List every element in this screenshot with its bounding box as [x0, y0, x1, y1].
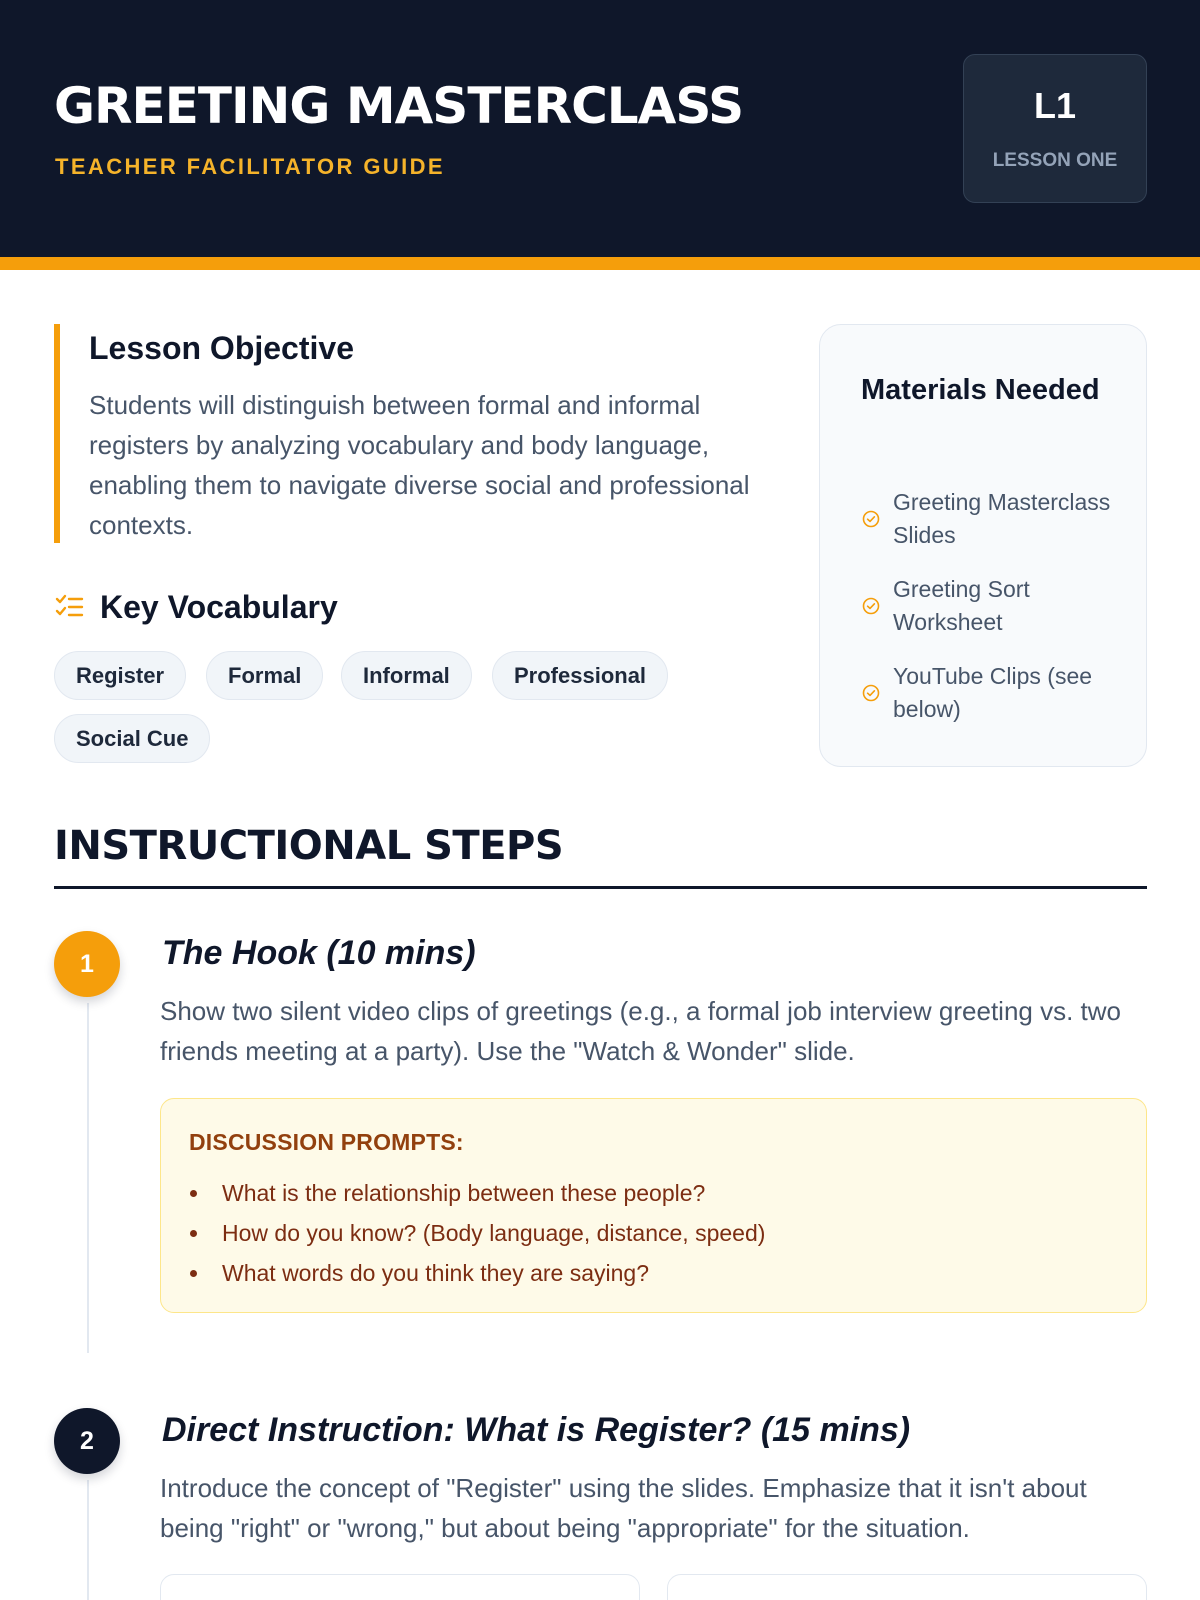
vocab-chip-social-cue: Social Cue [54, 714, 210, 763]
discussion-prompts-box [160, 1098, 1147, 1313]
material-item [861, 573, 1121, 639]
check-circle-icon [861, 683, 881, 703]
step-timeline-line [87, 1480, 89, 1600]
page-title: GREETING MASTERCLASS [54, 77, 744, 135]
page-subtitle: TEACHER FACILITATOR GUIDE [55, 154, 445, 179]
register-card-right [667, 1574, 1147, 1600]
vocabulary-header [54, 585, 338, 629]
steps-heading: INSTRUCTIONAL STEPS [54, 823, 564, 869]
lesson-badge [963, 54, 1147, 203]
prompt-item: What words do you think they are saying? [189, 1253, 765, 1293]
steps-divider [54, 886, 1147, 889]
prompt-item: What is the relationship between these people? [189, 1173, 765, 1213]
step-title: Direct Instruction: What is Register? (15 mins) [162, 1411, 911, 1449]
step-description: Show two silent video clips of greetings (e.g., a formal job interview greeting vs. two friends meeting at a party). Use the "Watch & Wonder" slide. [160, 996, 1122, 1066]
step-number-badge: 2 [54, 1408, 120, 1474]
step-description: Introduce the concept of "Register" using the slides. Emphasize that it isn't about being "right" or "wrong," but about being "appropriate" for the situation. [160, 1473, 1087, 1543]
material-label: Greeting Masterclass Slides [893, 489, 1111, 548]
vocabulary-heading: Key Vocabulary [100, 588, 338, 625]
materials-heading: Materials Needed [861, 374, 1100, 406]
vocab-chip-professional: Professional [492, 651, 668, 700]
step-number-badge: 1 [54, 931, 120, 997]
vocab-chip-formal: Formal [206, 651, 323, 700]
material-item [861, 660, 1121, 726]
prompts-list [189, 1173, 765, 1293]
page-header [0, 0, 1200, 257]
vocab-chip-informal: Informal [341, 651, 472, 700]
lesson-code: L1 [1033, 85, 1076, 126]
objective-heading: Lesson Objective [89, 330, 354, 366]
checklist-icon [54, 592, 84, 622]
step-title: The Hook (10 mins) [162, 934, 476, 972]
register-card-left [160, 1574, 640, 1600]
prompt-item: How do you know? (Body language, distance, speed) [189, 1213, 765, 1253]
objective-text: Students will distinguish between formal and informal registers by analyzing vocabulary and body language, enabling them to navigate diverse social and professional contexts. [89, 390, 750, 540]
prompts-heading: DISCUSSION PROMPTS: [189, 1129, 464, 1155]
material-label: Greeting Sort Worksheet [893, 576, 1030, 635]
materials-card [819, 324, 1147, 767]
step-timeline-line [87, 1003, 89, 1353]
lesson-label: LESSON ONE [992, 150, 1118, 171]
lesson-objective [54, 324, 774, 543]
material-label: YouTube Clips (see below) [893, 663, 1093, 722]
header-accent-bar [0, 257, 1200, 270]
check-circle-icon [861, 509, 881, 529]
material-item [861, 486, 1121, 552]
vocab-chip-register: Register [54, 651, 186, 700]
check-circle-icon [861, 596, 881, 616]
